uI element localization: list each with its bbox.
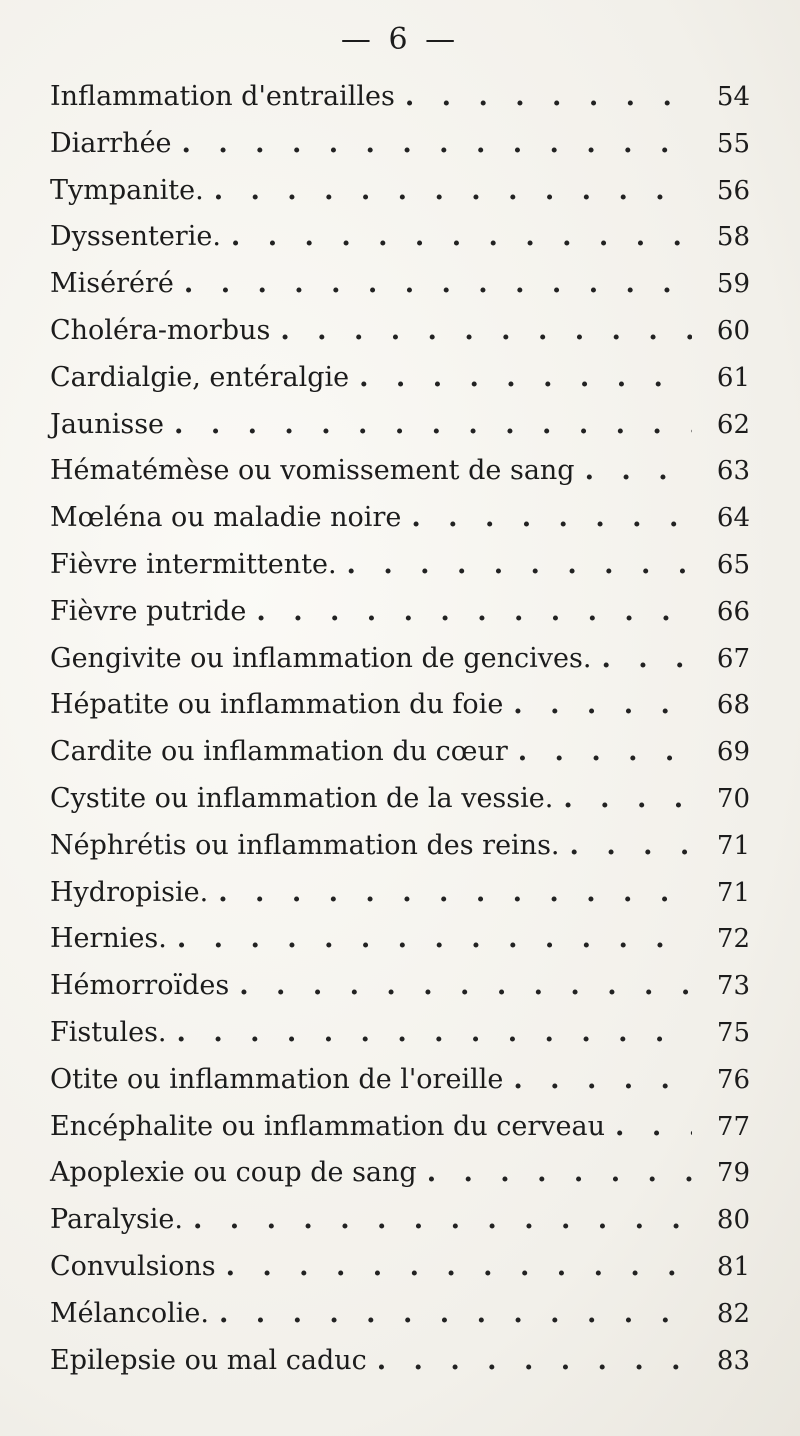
dot-leader: [184, 261, 692, 308]
dot-leader: [177, 1010, 692, 1057]
toc-entry-page: 73: [716, 971, 750, 1002]
toc-entry-title: Hépatite ou inflammation du foie: [50, 689, 504, 721]
toc-entry-page: 67: [716, 643, 750, 674]
toc-entry-page: 71: [716, 877, 750, 908]
toc-entry: [50, 542, 750, 589]
toc-entry: [50, 1244, 750, 1291]
toc-entry-page: 70: [716, 783, 750, 814]
toc-entry-title: Dyssenterie.: [50, 221, 221, 253]
toc-entry-page: 79: [716, 1158, 750, 1189]
dot-leader: [177, 916, 692, 963]
toc-entry-title: Cystite ou inflammation de la vessie.: [50, 782, 554, 814]
toc-entry-page: 64: [716, 503, 750, 534]
dot-leader: [585, 448, 692, 495]
toc-entry: [50, 823, 750, 870]
toc-entry-title: Mœléna ou maladie noire: [50, 502, 402, 534]
toc-entry: [50, 214, 750, 261]
toc-entry-page: 81: [716, 1251, 750, 1282]
toc-entry-title: Jaunisse: [50, 408, 165, 440]
toc-entry-page: 82: [716, 1298, 750, 1329]
dot-leader: [563, 776, 692, 823]
toc-entry-title: Choléra-morbus: [50, 314, 271, 346]
toc-entry-title: Encéphalite ou inflammation du cerveau: [50, 1110, 606, 1142]
toc-entry-title: Néphrétis ou inflammation des reins.: [50, 829, 560, 861]
toc-entry-page: 63: [716, 456, 750, 487]
toc-entry-page: 71: [716, 830, 750, 861]
toc-entry: [50, 1197, 750, 1244]
dot-leader: [219, 1291, 692, 1338]
toc-entry-page: 61: [716, 362, 750, 393]
toc-entry-title: Fièvre intermittente.: [50, 548, 337, 580]
toc-entry-page: 60: [716, 315, 750, 346]
toc-entry-page: 56: [716, 175, 750, 206]
page-number: — 6 —: [340, 22, 460, 57]
toc-entry-title: Tympanite.: [50, 174, 204, 206]
toc-entry: [50, 682, 750, 729]
toc-entry-title: Hémorroïdes: [50, 970, 230, 1002]
toc-entry-title: Fièvre putride: [50, 595, 247, 627]
toc-entry-page: 54: [716, 82, 750, 112]
toc-entry: [50, 308, 750, 355]
dot-leader: [377, 1338, 692, 1385]
toc-entry-page: 76: [716, 1064, 750, 1095]
dot-leader: [518, 729, 692, 776]
toc-entry: [50, 168, 750, 215]
toc-entry: [50, 870, 750, 917]
dot-leader: [182, 121, 692, 168]
toc-entry-title: Cardite ou inflammation du cœur: [50, 736, 508, 768]
dot-leader: [570, 823, 692, 870]
toc-entry: [50, 121, 750, 168]
toc-entry-page: 55: [716, 128, 750, 159]
toc-entry: [50, 963, 750, 1010]
toc-entry-title: Diarrhée: [50, 127, 172, 159]
toc-entry: [50, 448, 750, 495]
dot-leader: [193, 1197, 692, 1244]
dot-leader: [280, 308, 692, 355]
toc-entry: [50, 729, 750, 776]
dot-leader: [513, 1057, 692, 1104]
dot-leader: [214, 168, 692, 215]
toc-entry-page: 65: [716, 549, 750, 580]
dot-leader: [226, 1244, 692, 1291]
toc-entry-page: 58: [716, 222, 750, 253]
toc-entry: [50, 74, 750, 121]
toc-entry: [50, 402, 750, 449]
toc-entry-title: Miséréré: [50, 268, 174, 300]
dot-leader: [231, 214, 692, 261]
toc-entry-page: 69: [716, 737, 750, 768]
toc-entry: [50, 589, 750, 636]
toc-entry: [50, 636, 750, 683]
dot-leader: [615, 1104, 692, 1151]
toc-entry: [50, 1010, 750, 1057]
toc-entry-title: Fistules.: [50, 1016, 167, 1048]
dot-leader: [239, 963, 692, 1010]
toc-entry-title: Apoplexie ou coup de sang: [50, 1157, 417, 1189]
toc-entry-page: 72: [716, 924, 750, 955]
toc-entry-page: 77: [716, 1111, 750, 1142]
dot-leader: [411, 495, 692, 542]
toc-entry-title: Inflammation d'entrailles: [50, 81, 395, 112]
toc-entry-title: Hydropisie.: [50, 876, 209, 908]
toc-entry: [50, 1338, 750, 1385]
dot-leader: [601, 636, 692, 683]
toc-entry: [50, 776, 750, 823]
dot-leader: [174, 402, 692, 449]
toc-entry-page: 75: [716, 1017, 750, 1048]
toc-entry: [50, 916, 750, 963]
dot-leader: [347, 542, 692, 589]
toc-entry-page: 66: [716, 596, 750, 627]
toc-entry: [50, 261, 750, 308]
toc-entry-page: 59: [716, 269, 750, 300]
toc-entry-title: Cardialgie, entéralgie: [50, 361, 350, 393]
dot-leader: [359, 355, 692, 402]
dot-leader: [256, 589, 692, 636]
toc-entry-title: Hématémèse ou vomissement de sang: [50, 455, 575, 487]
toc-entry: [50, 1291, 750, 1338]
toc-entry-title: Otite ou inflammation de l'oreille: [50, 1063, 504, 1095]
toc-entry: [50, 495, 750, 542]
toc-entry: [50, 1150, 750, 1197]
toc-entry-title: Hernies.: [50, 923, 167, 955]
dot-leader: [513, 682, 692, 729]
toc-entry-title: Gengivite ou inflammation de gencives.: [50, 642, 592, 674]
dot-leader: [405, 74, 692, 121]
toc-entry-page: 83: [716, 1345, 750, 1376]
toc-entry-title: Epilepsie ou mal caduc: [50, 1344, 367, 1376]
table-of-contents: [50, 74, 750, 1384]
toc-entry: [50, 355, 750, 402]
toc-entry-title: Paralysie.: [50, 1204, 183, 1236]
toc-entry-page: 80: [716, 1205, 750, 1236]
toc-entry: [50, 1057, 750, 1104]
toc-entry-page: 68: [716, 690, 750, 721]
toc-entry: [50, 1104, 750, 1151]
toc-entry-page: 62: [716, 409, 750, 440]
toc-entry-title: Mélancolie.: [50, 1297, 209, 1329]
dot-leader: [218, 870, 692, 917]
dot-leader: [427, 1150, 692, 1197]
toc-entry-title: Convulsions: [50, 1250, 216, 1282]
